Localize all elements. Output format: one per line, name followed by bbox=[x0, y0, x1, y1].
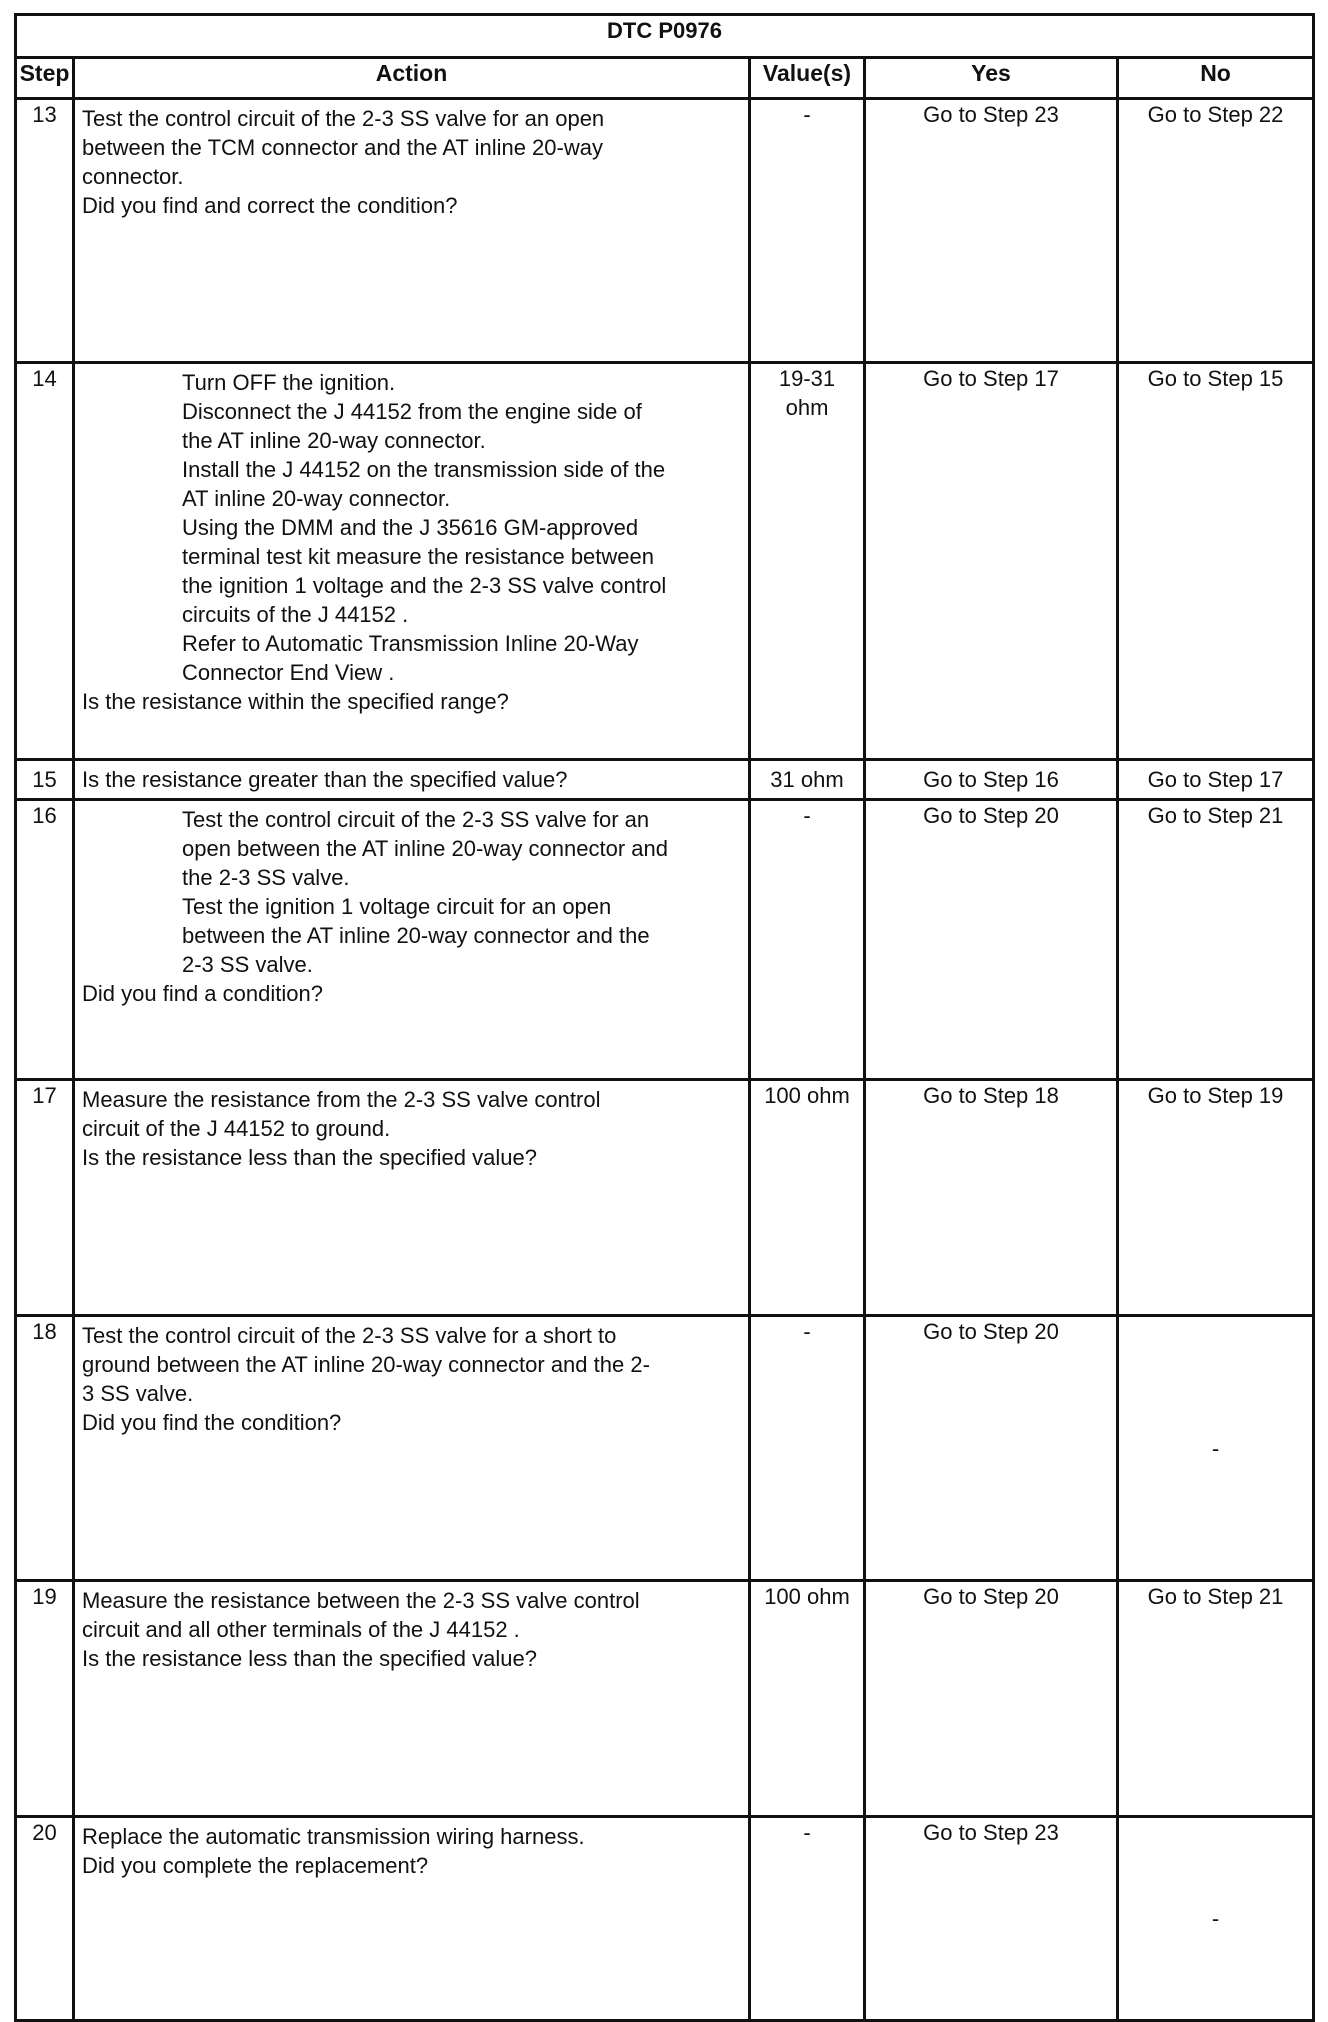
action-line: Measure the resistance from the 2-3 SS valve control bbox=[82, 1087, 601, 1112]
value-cell: - bbox=[750, 1316, 865, 1581]
no-cell: Go to Step 22 bbox=[1118, 99, 1314, 363]
action-line: Using the DMM and the J 35616 GM-approved bbox=[182, 515, 639, 540]
header-yes: Yes bbox=[865, 58, 1118, 99]
no-cell: Go to Step 19 bbox=[1118, 1080, 1314, 1316]
no-cell: Go to Step 15 bbox=[1118, 363, 1314, 760]
step-number: 16 bbox=[16, 800, 74, 1080]
yes-cell: Go to Step 16 bbox=[865, 760, 1118, 800]
action-line: Test the control circuit of the 2-3 SS valve for an bbox=[182, 807, 650, 832]
action-line: Refer to Automatic Transmission Inline 20-Way bbox=[182, 631, 639, 656]
value-cell: 31 ohm bbox=[750, 760, 865, 800]
action-line: circuit and all other terminals of the J 44152 . bbox=[82, 1617, 520, 1642]
action-line: circuit of the J 44152 to ground. bbox=[82, 1116, 391, 1141]
table-row bbox=[16, 800, 1314, 1080]
yes-cell: Go to Step 17 bbox=[865, 363, 1118, 760]
step-number: 17 bbox=[16, 1080, 74, 1316]
action-cell bbox=[74, 1080, 750, 1316]
yes-cell: Go to Step 20 bbox=[865, 1581, 1118, 1817]
action-cell bbox=[74, 1581, 750, 1817]
header-values: Value(s) bbox=[750, 58, 865, 99]
no-cell: Go to Step 21 bbox=[1118, 1581, 1314, 1817]
action-line: Measure the resistance between the 2-3 SS valve control bbox=[82, 1588, 640, 1613]
action-line: open between the AT inline 20-way connector and bbox=[182, 836, 668, 861]
action-line: the 2-3 SS valve. bbox=[182, 865, 350, 890]
value-cell: - bbox=[750, 1817, 865, 2021]
action-line: Test the control circuit of the 2-3 SS valve for a short to bbox=[82, 1323, 617, 1348]
action-question: Is the resistance less than the specified value? bbox=[82, 1646, 537, 1671]
action-question: Did you complete the replacement? bbox=[82, 1853, 429, 1878]
yes-cell: Go to Step 20 bbox=[865, 800, 1118, 1080]
table-row bbox=[16, 99, 1314, 363]
action-question: Is the resistance greater than the specified value? bbox=[74, 760, 750, 800]
action-cell bbox=[74, 99, 750, 363]
step-number: 15 bbox=[16, 760, 74, 800]
action-question: Is the resistance less than the specified value? bbox=[82, 1145, 537, 1170]
action-line: the AT inline 20-way connector. bbox=[182, 428, 486, 453]
action-line: Turn OFF the ignition. bbox=[182, 370, 396, 395]
header-action: Action bbox=[74, 58, 750, 99]
action-cell bbox=[74, 363, 750, 760]
value-cell: 100 ohm bbox=[750, 1080, 865, 1316]
value-line: ohm bbox=[785, 395, 829, 420]
no-cell: - bbox=[1118, 1817, 1314, 2021]
header-no: No bbox=[1118, 58, 1314, 99]
action-question: Did you find the condition? bbox=[82, 1410, 342, 1435]
action-line: circuits of the J 44152 . bbox=[182, 602, 409, 627]
action-line: 2-3 SS valve. bbox=[182, 952, 313, 977]
step-number: 20 bbox=[16, 1817, 74, 2021]
action-line: terminal test kit measure the resistance between bbox=[182, 544, 655, 569]
action-line: AT inline 20-way connector. bbox=[182, 486, 451, 511]
value-line: 19-31 bbox=[778, 366, 836, 391]
table-title: DTC P0976 bbox=[16, 15, 1314, 58]
step-number: 13 bbox=[16, 99, 74, 363]
step-number: 19 bbox=[16, 1581, 74, 1817]
action-line: Replace the automatic transmission wiring harness. bbox=[82, 1824, 585, 1849]
no-cell: - bbox=[1118, 1316, 1314, 1581]
action-cell bbox=[74, 1316, 750, 1581]
action-line: Test the control circuit of the 2-3 SS valve for an open bbox=[82, 106, 605, 131]
table-row bbox=[16, 1581, 1314, 1817]
action-line: between the AT inline 20-way connector and the bbox=[182, 923, 650, 948]
table-row bbox=[16, 1316, 1314, 1581]
action-text bbox=[82, 1085, 742, 1143]
value-cell: - bbox=[750, 800, 865, 1080]
action-text bbox=[82, 1822, 742, 1851]
action-question: Is the resistance within the specified range? bbox=[82, 689, 509, 714]
action-line: connector. bbox=[82, 164, 184, 189]
action-text bbox=[82, 1321, 742, 1408]
action-line: Test the ignition 1 voltage circuit for an open bbox=[182, 894, 612, 919]
yes-cell: Go to Step 23 bbox=[865, 99, 1118, 363]
value-cell: - bbox=[750, 99, 865, 363]
value-cell: 100 ohm bbox=[750, 1581, 865, 1817]
header-step: Step bbox=[16, 58, 74, 99]
no-cell: Go to Step 21 bbox=[1118, 800, 1314, 1080]
no-cell: Go to Step 17 bbox=[1118, 760, 1314, 800]
action-question: Did you find a condition? bbox=[82, 981, 323, 1006]
dtc-table bbox=[14, 13, 1315, 2022]
action-text bbox=[82, 1586, 742, 1644]
action-line: Connector End View . bbox=[182, 660, 395, 685]
action-text bbox=[82, 368, 742, 687]
action-line: Disconnect the J 44152 from the engine side of bbox=[182, 399, 642, 424]
table-row bbox=[16, 363, 1314, 760]
step-number: 14 bbox=[16, 363, 74, 760]
action-cell bbox=[74, 1817, 750, 2021]
table-row bbox=[16, 1080, 1314, 1316]
action-line: between the TCM connector and the AT inline 20-way bbox=[82, 135, 603, 160]
action-line: Install the J 44152 on the transmission side of the bbox=[182, 457, 666, 482]
action-line: the ignition 1 voltage and the 2-3 SS valve control bbox=[182, 573, 667, 598]
action-line: 3 SS valve. bbox=[82, 1381, 194, 1406]
value-cell bbox=[750, 363, 865, 760]
yes-cell: Go to Step 20 bbox=[865, 1316, 1118, 1581]
action-line: ground between the AT inline 20-way connector and the 2- bbox=[82, 1352, 650, 1377]
action-text bbox=[82, 805, 742, 979]
action-cell bbox=[74, 800, 750, 1080]
table-row bbox=[16, 1817, 1314, 2021]
yes-cell: Go to Step 23 bbox=[865, 1817, 1118, 2021]
action-text bbox=[82, 104, 742, 191]
step-number: 18 bbox=[16, 1316, 74, 1581]
yes-cell: Go to Step 18 bbox=[865, 1080, 1118, 1316]
table-row bbox=[16, 760, 1314, 800]
action-question: Did you find and correct the condition? bbox=[82, 193, 458, 218]
